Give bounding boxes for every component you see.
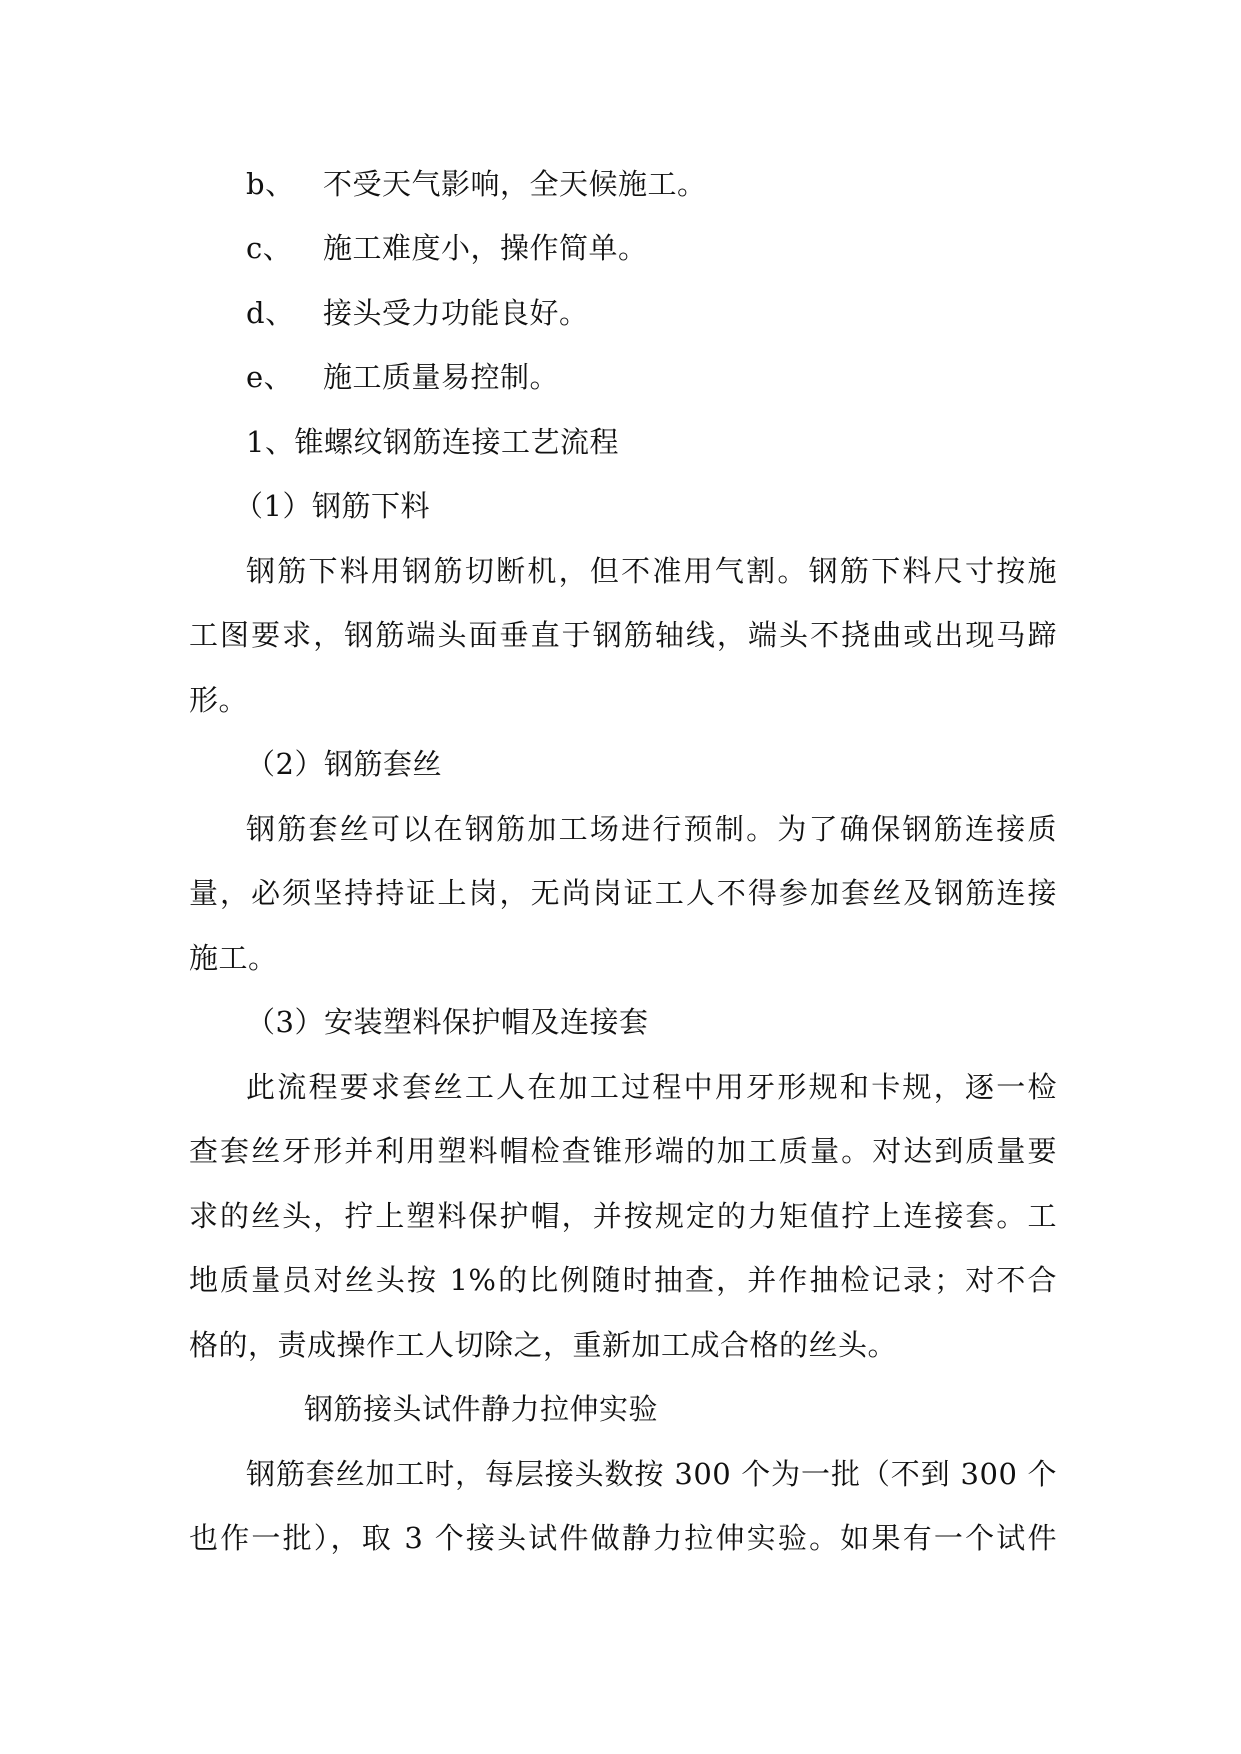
paragraph-line: 查套丝牙形并利用塑料帽检查锥形端的加工质量。对达到质量要	[189, 1134, 1057, 1168]
list-marker: b、	[246, 167, 295, 201]
paragraph-line: 工图要求，钢筋端头面垂直于钢筋轴线，端头不挠曲或出现马蹄	[189, 618, 1057, 652]
list-text: 施工质量易控制。	[323, 360, 560, 394]
step-heading: （1）钢筋下料	[234, 489, 430, 523]
paragraph-line: 钢筋套丝加工时，每层接头数按 300 个为一批（不到 300 个	[246, 1457, 1057, 1491]
paragraph-line: 此流程要求套丝工人在加工过程中用牙形规和卡规，逐一检	[246, 1070, 1057, 1104]
list-text: 接头受力功能良好。	[323, 296, 589, 330]
paragraph-line: 也作一批），取 3 个接头试件做静力拉伸实验。如果有一个试件	[189, 1521, 1057, 1555]
list-marker: c、	[246, 231, 293, 265]
step-heading: 钢筋接头试件静力拉伸实验	[304, 1392, 659, 1426]
paragraph-line: 求的丝头，拧上塑料保护帽，并按规定的力矩值拧上连接套。工	[189, 1199, 1057, 1233]
paragraph-line: 形。	[189, 683, 249, 717]
paragraph-line: 地质量员对丝头按 1%的比例随时抽查，并作抽检记录；对不合	[189, 1263, 1057, 1297]
paragraph-line: 量，必须坚持持证上岗，无尚岗证工人不得参加套丝及钢筋连接	[189, 876, 1057, 910]
list-text: 不受天气影响，全天候施工。	[323, 167, 707, 201]
list-marker: e、	[246, 360, 294, 394]
list-marker: d、	[246, 296, 295, 330]
paragraph-line: 施工。	[189, 941, 278, 975]
paragraph-line: 钢筋套丝可以在钢筋加工场进行预制。为了确保钢筋连接质	[246, 812, 1057, 846]
paragraph-line: 格的，责成操作工人切除之，重新加工成合格的丝头。	[189, 1328, 898, 1362]
step-heading: （2）钢筋套丝	[246, 747, 442, 781]
section-title: 1、锥螺纹钢筋连接工艺流程	[246, 425, 619, 459]
list-text: 施工难度小，操作简单。	[323, 231, 648, 265]
step-heading: （3）安装塑料保护帽及连接套	[246, 1005, 649, 1039]
paragraph-line: 钢筋下料用钢筋切断机，但不准用气割。钢筋下料尺寸按施	[246, 554, 1057, 588]
